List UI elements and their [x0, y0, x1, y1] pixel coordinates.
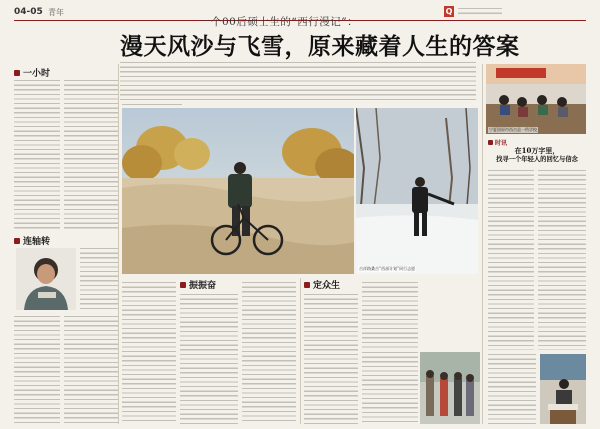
page-number: 04-05	[14, 7, 43, 17]
section-name: 青年	[48, 8, 64, 17]
section-dingsheng	[304, 278, 340, 291]
right-feature-title-line2: 找寻一个年轻人的回忆与信念	[496, 156, 578, 163]
column-rule	[118, 64, 119, 424]
photo-caption-top-right: 宁夏固原市西吉县一所学校	[489, 127, 537, 132]
right-feature-title-line1: 在10万字里，	[514, 146, 560, 155]
column-text-5	[64, 316, 118, 424]
headline-kicker: 一个00后硕士生的“西行漫记”：	[200, 16, 359, 28]
section-title: 一小时	[23, 69, 51, 79]
section-marker-icon	[14, 238, 20, 244]
classroom-photo	[486, 64, 586, 134]
photo-snow-training	[356, 108, 478, 274]
tag-marker-icon	[488, 140, 493, 145]
column-rule	[482, 64, 483, 424]
column-text-11	[362, 282, 418, 348]
column-rule	[300, 278, 301, 424]
column-text-12	[362, 352, 418, 424]
column-text-7	[122, 282, 176, 424]
right-column-tag: 时讯	[488, 138, 507, 147]
column-text-4	[14, 316, 60, 424]
section-zhenfen	[180, 278, 216, 291]
section-title: 定众生	[313, 281, 341, 291]
lead-paragraph	[120, 62, 476, 100]
column-text-10	[304, 294, 358, 424]
portrait-photo	[16, 248, 76, 310]
column-text-8	[180, 294, 238, 424]
column-text-13	[488, 170, 534, 350]
photo-caption-main: 吉祥路桑吉“西部计划”同行志愿	[359, 266, 416, 271]
section-title: 连轴转	[23, 237, 51, 247]
right-feature-title	[488, 146, 586, 164]
newspaper-logo: Q	[445, 7, 453, 16]
headline-main: 漫天风沙与飞雪，原来藏着人生的答案	[120, 34, 520, 60]
section-marker-icon	[180, 282, 186, 288]
section-marker-icon	[304, 282, 310, 288]
column-text-9	[242, 282, 296, 424]
column-text-3	[80, 248, 118, 312]
main-photo-cyclist	[122, 108, 354, 274]
masthead-info	[458, 8, 502, 17]
column-text-2	[64, 80, 118, 230]
section-lian-yuzhuan	[14, 234, 50, 247]
column-text-15	[488, 354, 536, 424]
section-one-hour	[14, 66, 50, 79]
group-photo	[420, 352, 480, 424]
column-text-1	[14, 80, 60, 230]
section-title: 振振奋	[189, 281, 217, 291]
column-text-14	[538, 170, 586, 350]
section-marker-icon	[14, 70, 20, 76]
reading-photo	[540, 354, 586, 424]
